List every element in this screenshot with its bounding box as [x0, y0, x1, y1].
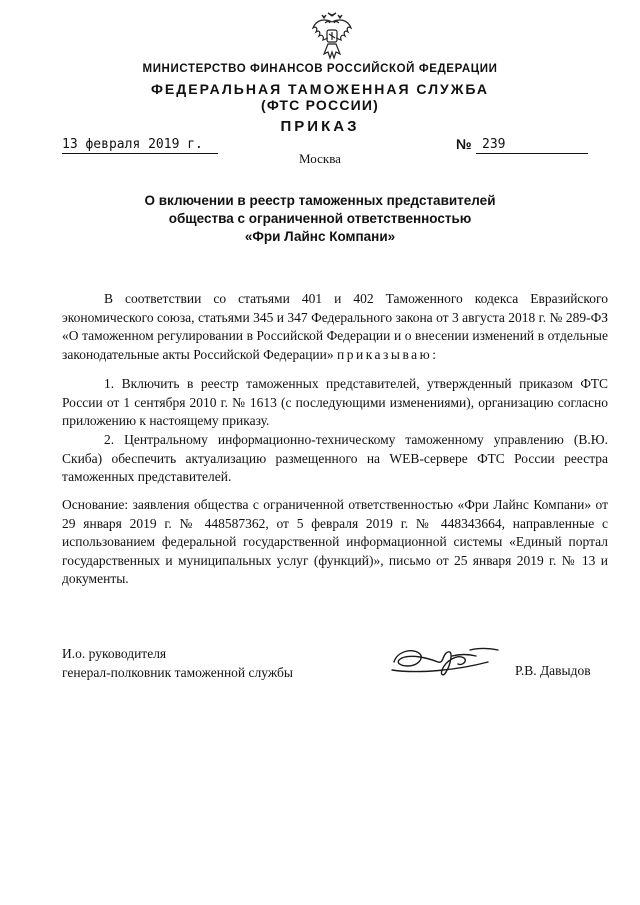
handwritten-signature: [388, 640, 508, 680]
clause-2: 2. Центральному информационно-техническому таможенному управлению (В.Ю. Скиба) обеспечить актуализацию размещенного на WEB-сервере ФТС России реестра таможенных представителей.: [62, 432, 608, 484]
russian-coat-of-arms-icon: [310, 12, 354, 62]
order-number: 239: [482, 137, 506, 152]
preamble-text: В соответствии со статьями 401 и 402 Таможенного кодекса Евразийского экономического союза, статьями 345 и 347 Федерального закона от 3 августа 2018 г. № 289-ФЗ «О таможенном регулировании в Российской Федерации и о внесении изменений в отдельные законодательные акты Российской Федерации»: [62, 291, 608, 362]
order-subject: [0, 192, 640, 246]
document-type: ПРИКАЗ: [280, 118, 360, 135]
signatory-title-line-1: И.о. руководителя: [62, 646, 167, 661]
clause-1: 1. Включить в реестр таможенных представителей, утвержденный приказом ФТС России от 1 сентября 2010 г. № 1613 (с последующими изменениями), организацию согласно приложению к настоящему приказу.: [62, 376, 608, 428]
ministry-name: МИНИСТЕРСТВО ФИНАНСОВ РОССИЙСКОЙ ФЕДЕРАЦИИ: [142, 63, 498, 75]
order-word: приказываю:: [337, 346, 439, 362]
city: Москва: [299, 151, 341, 166]
subject-line-2: общества с ограниченной ответственностью: [168, 211, 472, 226]
number-sign: №: [456, 136, 472, 152]
signatory-title-line-2: генерал-полковник таможенной службы: [62, 665, 293, 680]
preamble-paragraph: [62, 290, 608, 364]
basis-paragraph: Основание: заявления общества с ограниченной ответственностью «Фри Лайнс Компани» от 29 января 2019 г. № 448587362, от 5 февраля 2019 г. № 448343664, направленные с использованием федеральной государственной информационной системы «Единый портал государственных и муниципальных услуг (функций)», письмо от 25 января 2019 г. № 13 и документы.: [62, 497, 608, 586]
service-name: ФЕДЕРАЛЬНАЯ ТАМОЖЕННАЯ СЛУЖБА: [150, 81, 490, 97]
service-short-name: (ФТС РОССИИ): [260, 97, 380, 113]
signer-name: Р.В. Давыдов: [515, 663, 591, 678]
order-date: 13 февраля 2019 г.: [62, 137, 203, 152]
subject-line-3: «Фри Лайнс Компани»: [244, 229, 396, 244]
signatory-title: [62, 644, 293, 682]
subject-line-1: О включении в реестр таможенных представителей: [144, 193, 496, 208]
